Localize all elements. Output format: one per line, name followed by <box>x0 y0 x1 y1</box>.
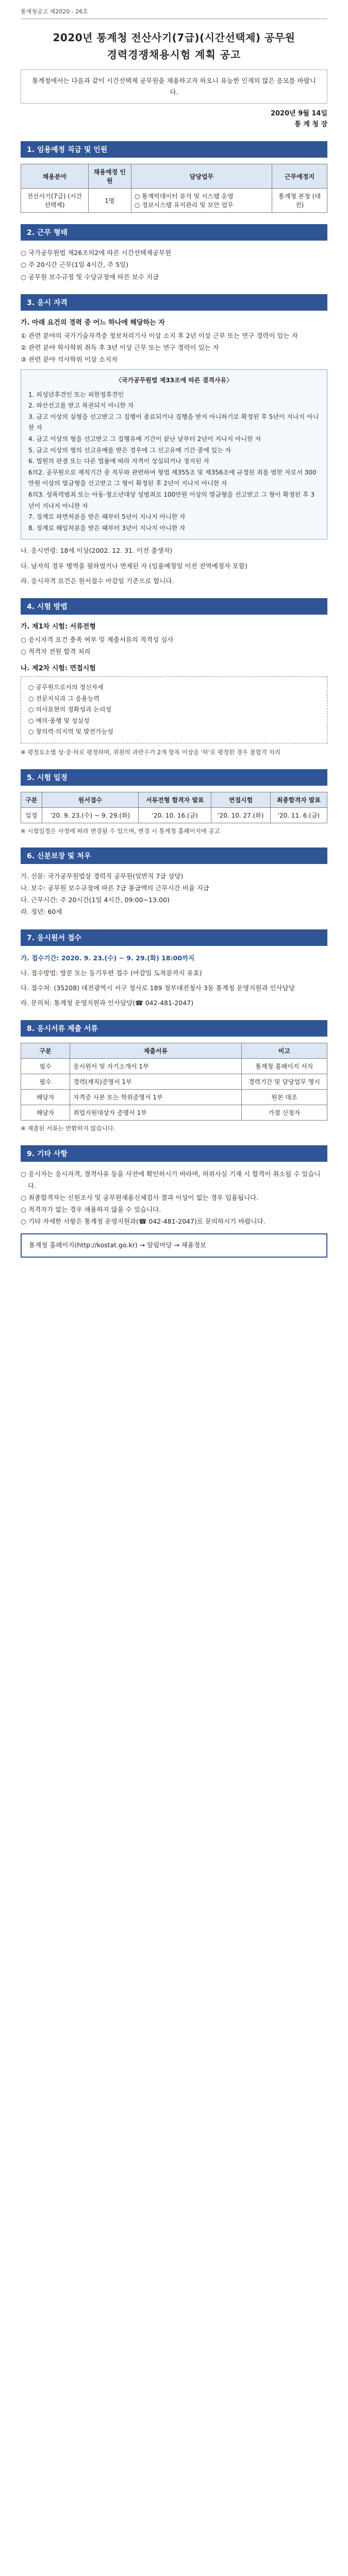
table-cell: '20. 10. 27.(화) <box>211 807 271 823</box>
table-row <box>21 1074 327 1090</box>
table-header: 담당업무 <box>131 164 272 189</box>
list-item: ○ 의사표현의 정확성과 논리성 <box>28 706 112 714</box>
list-item: ① 관련 분야의 국가기술자격증 정보처리기사 이상 소지 후 2년 이상 근무 또는 연구 경력이 있는 자 <box>21 331 298 340</box>
table-cell: '20. 10. 16.(금) <box>139 807 211 823</box>
table-cell: 원본 대조 <box>241 1090 327 1105</box>
table-header: 채용분야 <box>21 164 89 189</box>
list-item: 가. 신분: 국가공무원법상 경력직 공무원(일반직 7급 상당) <box>21 872 184 880</box>
schedule-table <box>21 792 327 823</box>
section-heading: 7. 응시원서 접수 <box>21 929 327 946</box>
list-item: 3. 금고 이상의 실형을 선고받고 그 집행이 종료되거나 집행을 받지 아니하기로 확정된 후 5년이 지나지 아니한 자 <box>28 413 319 432</box>
subsection-title: 가. 아래 요건의 경력 중 어느 하나에 해당하는 자 <box>21 318 165 327</box>
title-line-2: 경력경쟁채용시험 계획 공고 <box>107 48 241 61</box>
list-item: ○ 응시자격 요건 충족 여부 및 제출서류의 적격성 심사 <box>21 635 174 643</box>
application-place: 다. 접수처: (35208) 대전광역시 서구 청사로 189 정부대전청사 3동 통계청 운영지원과 인사담당 <box>21 984 295 992</box>
interview-criteria-box <box>21 676 327 743</box>
date-signature <box>21 109 327 130</box>
application-info <box>21 952 327 1009</box>
table-cell: 필수 <box>21 1074 70 1090</box>
table-cell: 1명 <box>88 189 131 213</box>
section-heading: 1. 임용예정 직급 및 인원 <box>21 141 327 158</box>
table-cell: '20. 11. 6.(금) <box>270 807 327 823</box>
table-header: 채용예정 인원 <box>88 164 131 189</box>
work-type-list <box>21 247 327 282</box>
notice-date: 2020년 9월 14일 <box>270 109 327 117</box>
note: ※ 평정요소별 상·중·하로 평정하며, 위원의 과반수가 2개 항목 이상을 '하'로 평정한 경우 불합격 처리 <box>21 749 280 756</box>
signer: 통 계 청 장 <box>294 120 327 128</box>
section-heading: 9. 기타 사항 <box>21 1145 327 1162</box>
table-header: 구분 <box>21 792 42 807</box>
list-item: ③ 관련 분야 석사학위 이상 소지자 <box>21 355 118 363</box>
list-item: 다. 근무시간: 주 20시간(1일 4시간, 09:00~13:00) <box>21 896 170 904</box>
section-heading: 2. 근무 형태 <box>21 224 327 241</box>
table-cell: 경력(재직)증명서 1부 <box>70 1074 242 1090</box>
table-header: 구분 <box>21 1043 70 1059</box>
table-header: 최종합격자 발표 <box>270 792 327 807</box>
list-item: ○ 적격자 전원 합격 처리 <box>21 647 91 655</box>
table-cell: 가점 신청자 <box>241 1105 327 1121</box>
table-header: 근무예정지 <box>272 164 327 189</box>
table-row <box>21 1059 327 1074</box>
list-item: 6. 법원의 판결 또는 다른 법률에 따라 자격이 상실되거나 정지된 자 <box>28 457 209 465</box>
box-title: 〈국가공무원법 제33조에 따른 결격사유〉 <box>115 377 233 384</box>
table-cell: 통계청 홈페이지 서식 <box>241 1059 327 1074</box>
list-item: 나. 보수: 공무원 보수규정에 따른 7급 봉급액의 근무시간 비율 지급 <box>21 884 209 892</box>
list-item: 1. 피성년후견인 또는 피한정후견인 <box>28 391 124 398</box>
status-list <box>21 870 327 918</box>
contact-phone: 라. 문의처: 통계청 운영지원과 인사담당(☎ 042-481-2047) <box>21 998 194 1007</box>
table-cell: 필수 <box>21 1059 70 1074</box>
misc-list <box>21 1168 327 1228</box>
table-cell: 자격증 사본 또는 학위증명서 1부 <box>70 1090 242 1105</box>
table-cell: '20. 9. 23.(수) ~ 9. 29.(화) <box>42 807 139 823</box>
list-item: ○ 공무원으로서의 정신자세 <box>28 684 104 691</box>
table-cell: 해당자 <box>21 1090 70 1105</box>
list-item: ○ 적격자가 없는 경우 채용하지 않을 수 있습니다. <box>21 1206 161 1214</box>
list-item: ○ 주 20시간 근무(1일 4시간, 주 5일) <box>21 261 128 269</box>
table-cell: 응시원서 및 자기소개서 1부 <box>70 1059 242 1074</box>
list-item: ○ 최종합격자는 신원조사 및 공무원채용신체검사 결과 이상이 없는 경우 임용됩니다. <box>21 1193 259 1201</box>
subsection-title: 나. 제2차 시험: 면접시험 <box>21 665 96 673</box>
documents-table <box>21 1043 327 1121</box>
application-period: 가. 접수기간: 2020. 9. 23.(수) ~ 9. 29.(화) 18:00까지 <box>21 954 195 962</box>
table-row <box>21 1105 327 1121</box>
table-header: 서류전형 합격자 발표 <box>139 792 211 807</box>
section-heading: 4. 시험 방법 <box>21 598 327 615</box>
list-item: 7. 징계로 파면처분을 받은 때부터 5년이 지나지 아니한 자 <box>28 513 186 521</box>
list-item: 6의3. 성폭력범죄 또는 아동·청소년대상 성범죄로 100만원 이상의 벌금형을 선고받고 그 형이 확정된 후 3년이 지나지 아니한 자 <box>28 491 315 510</box>
list-item: ○ 국가공무원법 제26조의2에 따른 시간선택제공무원 <box>21 249 172 257</box>
title-line-1: 2020년 통계청 전산사기(7급)(시간선택제) 공무원 <box>53 31 295 44</box>
table-cell: 전산사기(7급) (시간선택제) <box>21 189 89 213</box>
table-cell: 경력기간 및 담당업무 명시 <box>241 1074 327 1090</box>
subsection-title: 가. 제1차 시험: 서류전형 <box>21 622 96 631</box>
qualification-list <box>21 330 327 365</box>
list-item: 4. 금고 이상의 형을 선고받고 그 집행유예 기간이 끝난 날부터 2년이 지나지 아니한 자 <box>28 435 261 443</box>
disqualification-box <box>21 369 327 539</box>
position-table <box>21 164 327 213</box>
list-item: ○ 응시자는 응시자격, 결격사유 등을 사전에 확인하시기 바라며, 허위사실 기재 시 합격이 취소될 수 있습니다. <box>21 1170 321 1190</box>
document-title <box>21 29 327 61</box>
list-item: ○ 예의·품행 및 성실성 <box>28 717 90 724</box>
list-item: ○ 기타 자세한 사항은 통계청 운영지원과(☎ 042-481-2047)로 문의하시기 바랍니다. <box>21 1217 266 1226</box>
stage1-list <box>21 634 327 657</box>
table-row <box>21 807 327 823</box>
application-method: 나. 접수방법: 방문 또는 등기우편 접수 (마감일 도착분까지 유효) <box>21 969 202 977</box>
table-cell: ○ 통계빅데이터 분석 및 시스템 운영 ○ 정보시스템 유지관리 및 보안 업무 <box>131 189 272 213</box>
list-item: 8. 징계로 해임처분을 받은 때부터 3년이 지나지 아니한 자 <box>28 524 186 532</box>
homepage-link[interactable]: 통계청 홈페이지(http://kostat.go.kr) → 알림마당 → 채용정보 <box>21 1233 327 1258</box>
table-cell: 취업지원대상자 증명서 1부 <box>70 1105 242 1121</box>
paragraph: 라. 응시자격 요건은 원서접수 마감일 기준으로 합니다. <box>21 577 174 585</box>
list-item: 2. 파산선고를 받고 복권되지 아니한 자 <box>28 402 134 410</box>
section-heading: 8. 응시서류 제출 서류 <box>21 1020 327 1037</box>
list-item: 6의2. 공무원으로 재직기간 중 직무와 관련하여 형법 제355조 및 제356조에 규정된 죄를 범한 자로서 300만원 이상의 벌금형을 선고받고 그 형이 확정된 후 2년이 지나지 아니한 자 <box>28 468 317 487</box>
section-heading: 6. 신분보장 및 처우 <box>21 848 327 864</box>
list-item: ○ 창의력·의지력 및 발전가능성 <box>28 728 113 736</box>
paragraph: 나. 응시연령: 18세 이상(2002. 12. 31. 이전 출생자) <box>21 547 173 555</box>
table-cell: 일정 <box>21 807 42 823</box>
paragraph: 다. 남자의 경우 병역을 필하였거나 면제된 자 (임용예정일 이전 전역예정자 포함) <box>21 562 247 570</box>
table-row <box>21 1090 327 1105</box>
note: ※ 시험일정은 사정에 따라 변경될 수 있으며, 변경 시 통계청 홈페이지에 공고 <box>21 827 220 835</box>
list-item: 라. 정년: 60세 <box>21 908 62 916</box>
table-cell: 통계청 본청 (대전) <box>272 189 327 213</box>
table-header: 원서접수 <box>42 792 139 807</box>
list-item: ② 관련 분야 학사학위 취득 후 3년 이상 근무 또는 연구 경력이 있는 자 <box>21 343 219 351</box>
section-heading: 5. 시험 일정 <box>21 769 327 786</box>
table-header: 면접시험 <box>211 792 271 807</box>
section-heading: 3. 응시 자격 <box>21 294 327 311</box>
intro-box: 통계청에서는 다음과 같이 시간선택제 공무원을 채용하고자 하오니 유능한 인재의 많은 응모를 바랍니다. <box>21 70 327 104</box>
list-item: ○ 공무원 보수규정 및 수당규정에 따른 보수 지급 <box>21 273 159 281</box>
table-row <box>21 189 327 213</box>
note: ※ 제출된 서류는 반환하지 않습니다. <box>21 1125 115 1132</box>
table-header: 비고 <box>241 1043 327 1059</box>
list-item: 5. 금고 이상의 형의 선고유예를 받은 경우에 그 선고유예 기간 중에 있는 자 <box>28 446 231 454</box>
table-cell: 해당자 <box>21 1105 70 1121</box>
list-item: ○ 전문지식과 그 응용능력 <box>28 694 100 702</box>
table-header: 제출서류 <box>70 1043 242 1059</box>
notice-number: 통계청공고 제2020 - 26호 <box>21 7 327 19</box>
qualification-extra <box>21 545 327 586</box>
